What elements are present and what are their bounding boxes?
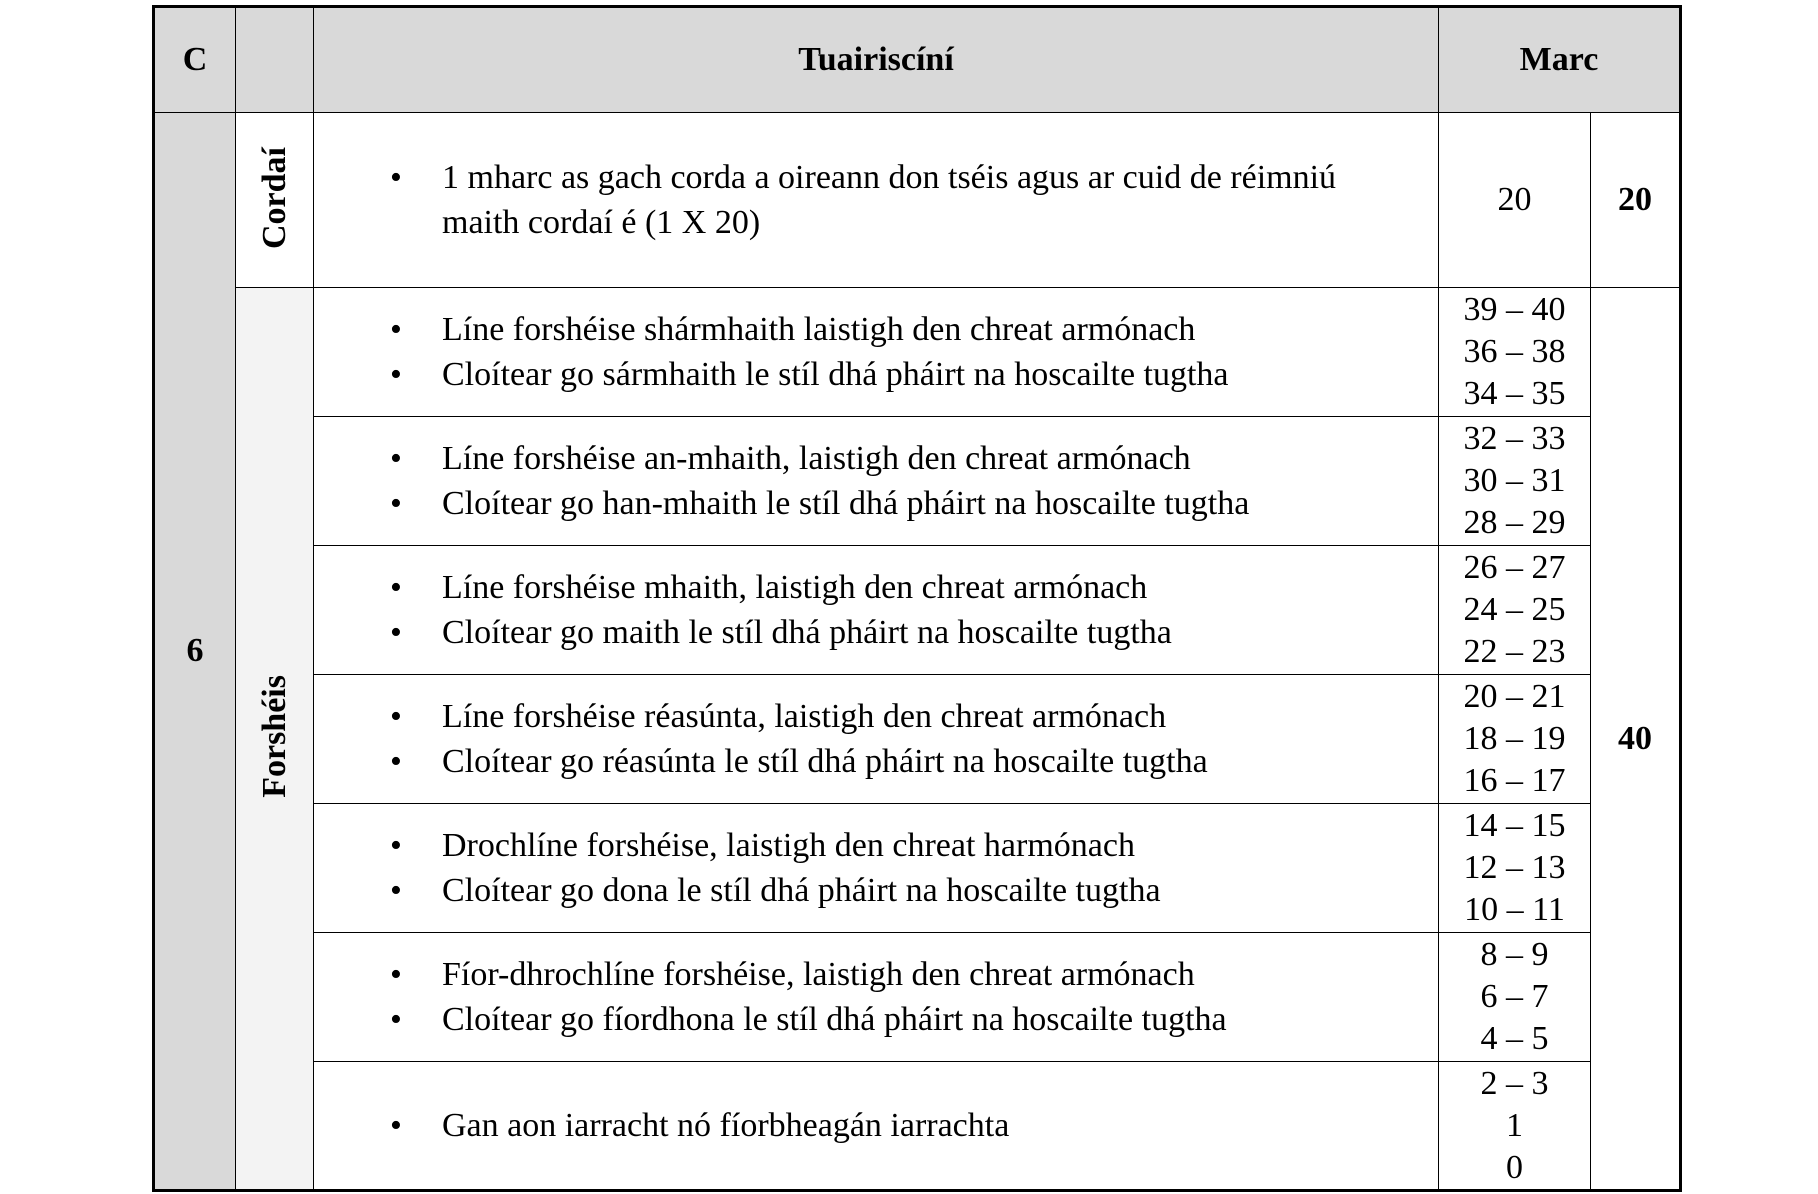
mark-value: 1 xyxy=(1506,1106,1523,1144)
mark-value: 32 – 33 xyxy=(1463,420,1566,457)
table-row xyxy=(154,288,1681,417)
section-label-melody: Forshéis xyxy=(255,674,293,798)
bullet: • xyxy=(390,311,402,348)
descriptor-cell xyxy=(314,288,1439,417)
question-number: 6 xyxy=(154,113,236,1191)
mark-value: 0 xyxy=(1506,1148,1523,1186)
table-row xyxy=(154,546,1681,675)
table-row xyxy=(154,933,1681,1062)
table-row xyxy=(154,113,1681,288)
bullet: • xyxy=(390,614,402,651)
mark-value: 36 – 38 xyxy=(1463,333,1566,370)
mark-value: 24 – 25 xyxy=(1463,591,1566,628)
descriptor-text: Cloítear go sármhaith le stíl dhá pháirt na hoscailte tugtha xyxy=(442,356,1229,393)
table-row xyxy=(154,1062,1681,1191)
descriptor-text: Gan aon iarracht nó fíorbheagán iarrachta xyxy=(442,1107,1010,1144)
descriptor-cell xyxy=(314,546,1439,675)
bullet: • xyxy=(390,872,402,909)
table-row xyxy=(154,804,1681,933)
descriptors-column-header: Tuairiscíní xyxy=(314,7,1439,113)
descriptor-cell xyxy=(314,113,1439,288)
descriptor-text: Drochlíne forshéise, laistigh den chreat harmónach xyxy=(442,827,1135,864)
bullet: • xyxy=(390,356,402,393)
descriptor-text: Cloítear go han-mhaith le stíl dhá pháirt na hoscailte tugtha xyxy=(442,485,1250,522)
descriptor-cell xyxy=(314,675,1439,804)
bullet: • xyxy=(390,743,402,780)
marks-cell xyxy=(1439,675,1591,804)
descriptor-item xyxy=(390,1103,1414,1148)
descriptor-text: Fíor-dhrochlíne forshéise, laistigh den chreat armónach xyxy=(442,956,1195,993)
mark-value: 20 – 21 xyxy=(1463,678,1566,715)
descriptor-item xyxy=(390,694,1414,739)
mark-value: 12 – 13 xyxy=(1463,849,1566,886)
mark-value: 16 – 17 xyxy=(1463,762,1566,799)
mark-value: 14 – 15 xyxy=(1463,807,1566,844)
descriptor-text: Cloítear go réasúnta le stíl dhá pháirt na hoscailte tugtha xyxy=(442,743,1208,780)
mark-value: 26 – 27 xyxy=(1463,549,1566,586)
mark-value: 18 – 19 xyxy=(1463,720,1566,757)
marks-cell xyxy=(1439,417,1591,546)
marks-column-header: Marc xyxy=(1439,7,1681,113)
mark-value: 10 – 11 xyxy=(1464,891,1565,928)
mark-value: 22 – 23 xyxy=(1463,633,1566,670)
bullet: • xyxy=(390,440,402,477)
descriptor-cell xyxy=(314,804,1439,933)
descriptor-text: Líne forshéise mhaith, laistigh den chreat armónach xyxy=(442,569,1148,606)
marks-cell xyxy=(1439,113,1591,288)
bullet: • xyxy=(390,485,402,522)
table-row xyxy=(154,675,1681,804)
descriptor-item xyxy=(390,565,1414,610)
section-label-chords: Cordaí xyxy=(255,146,293,249)
descriptor-text: Líne forshéise réasúnta, laistigh den chreat armónach xyxy=(442,698,1167,735)
descriptor-item xyxy=(390,952,1414,997)
descriptor-item xyxy=(390,610,1414,655)
bullet: • xyxy=(390,698,402,735)
bullet: • xyxy=(390,1107,402,1144)
marks-cell xyxy=(1439,933,1591,1062)
mark-value: 30 – 31 xyxy=(1463,462,1566,499)
section-label-cell xyxy=(236,288,314,1191)
descriptor-list xyxy=(314,565,1438,655)
section-total-chords: 20 xyxy=(1591,113,1681,288)
descriptor-list xyxy=(314,952,1438,1042)
descriptor-item xyxy=(390,307,1414,352)
mark-value: 34 – 35 xyxy=(1463,375,1566,412)
marks-cell xyxy=(1439,288,1591,417)
table-row xyxy=(154,417,1681,546)
bullet: • xyxy=(390,569,402,606)
marks-cell xyxy=(1439,546,1591,675)
mark-value: 28 – 29 xyxy=(1463,504,1566,541)
descriptor-text: 1 mharc as gach corda a oireann don tséis agus ar cuid de réimniú maith cordaí é (1 X 20) xyxy=(442,159,1337,241)
descriptor-item xyxy=(390,868,1414,913)
descriptor-list xyxy=(314,307,1438,397)
descriptor-item xyxy=(390,823,1414,868)
descriptor-item xyxy=(390,155,1414,245)
section-total-melody: 40 xyxy=(1591,288,1681,1191)
descriptor-list xyxy=(314,155,1438,245)
descriptor-item xyxy=(390,481,1414,526)
descriptor-list xyxy=(314,694,1438,784)
descriptor-cell xyxy=(314,417,1439,546)
descriptor-list xyxy=(314,436,1438,526)
descriptor-text: Cloítear go maith le stíl dhá pháirt na hoscailte tugtha xyxy=(442,614,1172,651)
bullet: • xyxy=(390,827,402,864)
section-column-header xyxy=(236,7,314,113)
descriptor-item xyxy=(390,739,1414,784)
descriptor-cell xyxy=(314,933,1439,1062)
descriptor-list xyxy=(314,1103,1438,1148)
descriptor-text: Cloítear go dona le stíl dhá pháirt na hoscailte tugtha xyxy=(442,872,1161,909)
descriptor-item xyxy=(390,997,1414,1042)
marks-cell xyxy=(1439,804,1591,933)
mark-value: 6 – 7 xyxy=(1480,978,1549,1015)
descriptor-list xyxy=(314,823,1438,913)
descriptor-item xyxy=(390,436,1414,481)
marks-cell xyxy=(1439,1062,1591,1191)
mark-value: 2 – 3 xyxy=(1480,1064,1549,1102)
question-column-header: C xyxy=(154,7,236,113)
descriptor-text: Líne forshéise an-mhaith, laistigh den chreat armónach xyxy=(442,440,1191,477)
mark-value: 39 – 40 xyxy=(1463,291,1566,328)
bullet: • xyxy=(390,956,402,993)
descriptor-cell xyxy=(314,1062,1439,1191)
bullet: • xyxy=(390,159,402,196)
descriptor-text: Líne forshéise shármhaith laistigh den chreat armónach xyxy=(442,311,1196,348)
mark-value: 4 – 5 xyxy=(1480,1020,1549,1057)
descriptor-text: Cloítear go fíordhona le stíl dhá pháirt na hoscailte tugtha xyxy=(442,1001,1227,1038)
mark-value: 20 xyxy=(1497,181,1532,218)
mark-value: 8 – 9 xyxy=(1480,936,1549,973)
section-label-cell xyxy=(236,113,314,288)
descriptor-item xyxy=(390,352,1414,397)
header-row xyxy=(154,7,1681,113)
bullet: • xyxy=(390,1001,402,1038)
marking-scheme-table xyxy=(152,5,1682,1192)
